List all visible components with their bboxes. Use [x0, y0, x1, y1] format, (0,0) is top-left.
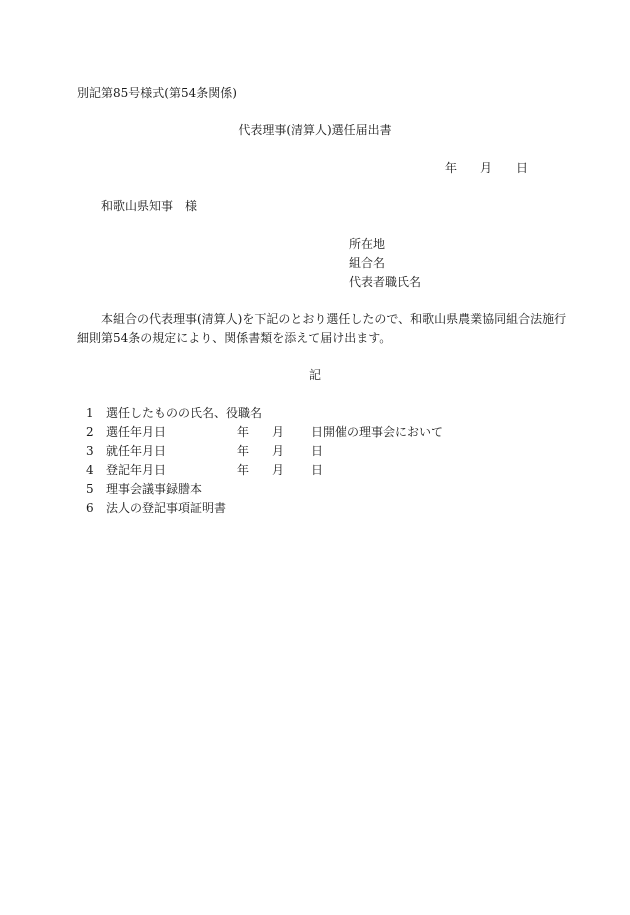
sender-location: 所在地: [349, 237, 386, 251]
addressee: 和歌山県知事 様: [101, 199, 198, 213]
item-number: 3: [86, 444, 94, 458]
date-month: 月: [480, 161, 493, 175]
date-year: 年: [445, 161, 458, 175]
item-label: 登記年月日: [106, 463, 167, 477]
item-number: 1: [86, 406, 94, 420]
form-id: 別記第85号様式(第54条関係): [77, 86, 237, 100]
item-number: 2: [86, 425, 94, 439]
item-year: 年: [237, 463, 250, 477]
item-label: 就任年月日: [106, 444, 167, 458]
item-month: 月: [272, 444, 285, 458]
item-month: 月: [272, 463, 285, 477]
item-number: 5: [86, 482, 94, 496]
item-number: 6: [86, 501, 94, 515]
item-day: 日: [311, 463, 324, 477]
ki-marker: 記: [308, 368, 321, 382]
date-day: 日: [516, 161, 529, 175]
item-day: 日: [311, 444, 324, 458]
item-label: 法人の登記事項証明書: [106, 501, 227, 515]
sender-representative: 代表者職氏名: [349, 275, 422, 289]
item-year: 年: [237, 444, 250, 458]
item-month: 月: [272, 425, 285, 439]
item-label: 理事会議事録謄本: [106, 482, 203, 496]
body-text: 本組合の代表理事(清算人)を下記のとおり選任したので、和歌山県農業協同組合法施行細則第54条の規定により、関係書類を添えて届け出ます。: [77, 312, 567, 345]
item-label: 選任したものの氏名、役職名: [106, 406, 263, 420]
document-title: 代表理事(清算人)選任届出書: [238, 123, 392, 137]
sender-association-name: 組合名: [349, 256, 386, 270]
item-day: 日開催の理事会において: [311, 425, 444, 439]
item-label: 選任年月日: [106, 425, 167, 439]
item-year: 年: [237, 425, 250, 439]
item-number: 4: [86, 463, 94, 477]
